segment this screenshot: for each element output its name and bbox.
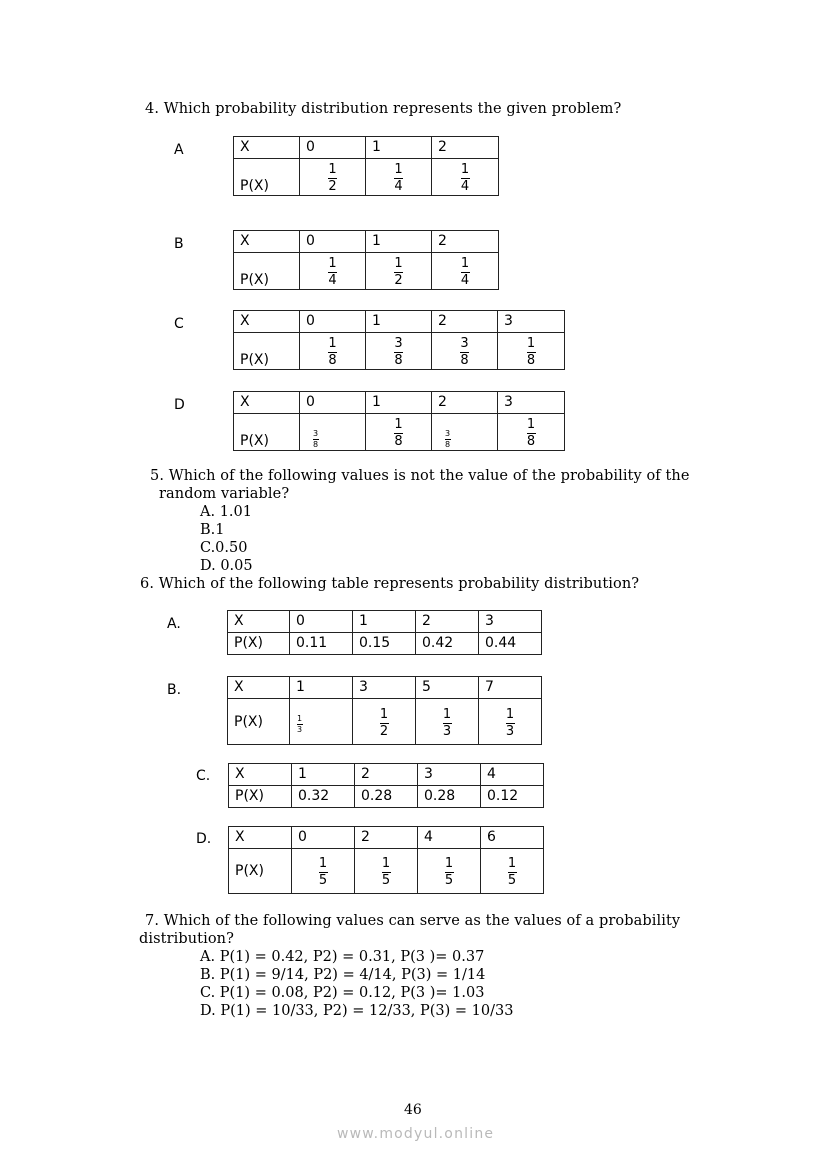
x-value: 4 bbox=[481, 764, 544, 786]
q5-choice-b: B.1 bbox=[200, 522, 225, 538]
watermark: www.modyul.online bbox=[337, 1126, 495, 1142]
p-value: $\frac{1}{5}$ bbox=[481, 849, 544, 894]
p-header: P(X) bbox=[229, 849, 292, 894]
q5-choice-a: A. 1.01 bbox=[200, 504, 252, 520]
p-value: $\frac{1}{4}$ bbox=[432, 159, 499, 196]
x-value: 7 bbox=[479, 677, 542, 699]
q6-option-b-table bbox=[227, 676, 542, 745]
x-value: 0 bbox=[290, 611, 353, 633]
x-value: 1 bbox=[366, 137, 432, 159]
x-value: 1 bbox=[366, 392, 432, 414]
q7-choice-a: A. P(1) = 0.42, P2) = 0.31, P(3 )= 0.37 bbox=[200, 949, 485, 965]
p-value: $\frac{1}{5}$ bbox=[418, 849, 481, 894]
p-value: 0.28 bbox=[418, 786, 481, 808]
p-value: 0.15 bbox=[353, 633, 416, 655]
p-value: $\frac{1}{4}$ bbox=[432, 253, 499, 290]
x-value: 2 bbox=[432, 137, 499, 159]
x-value: 0 bbox=[292, 827, 355, 849]
x-value: 1 bbox=[290, 677, 353, 699]
p-value: $\frac{1}{3}$ bbox=[479, 699, 542, 745]
q4-option-d-table bbox=[233, 391, 565, 451]
q4-option-a-label: A bbox=[174, 142, 184, 158]
x-header: X bbox=[229, 764, 292, 786]
p-value: $\frac{1}{8}$ bbox=[498, 333, 565, 370]
p-header: P(X) bbox=[234, 159, 300, 196]
p-value: 0.32 bbox=[292, 786, 355, 808]
p-value: 0.44 bbox=[479, 633, 542, 655]
p-value: $\frac{3}{8}$ bbox=[300, 414, 366, 451]
q5-choice-c: C.0.50 bbox=[200, 540, 248, 556]
p-header: P(X) bbox=[234, 333, 300, 370]
p-value: 0.42 bbox=[416, 633, 479, 655]
q6-option-c-table bbox=[228, 763, 544, 808]
x-value: 3 bbox=[418, 764, 481, 786]
q4-option-c-table bbox=[233, 310, 565, 370]
x-value: 1 bbox=[366, 311, 432, 333]
q6-option-d-label: D. bbox=[196, 831, 212, 847]
x-value: 0 bbox=[300, 311, 366, 333]
p-value: $\frac{1}{8}$ bbox=[498, 414, 565, 451]
p-value: $\frac{1}{4}$ bbox=[366, 159, 432, 196]
x-header: X bbox=[234, 137, 300, 159]
x-value: 2 bbox=[432, 392, 498, 414]
p-value: $\frac{1}{8}$ bbox=[366, 414, 432, 451]
x-header: X bbox=[234, 392, 300, 414]
q6-option-c-label: C. bbox=[196, 768, 211, 784]
q4-option-c-label: C bbox=[174, 316, 184, 332]
x-value: 1 bbox=[353, 611, 416, 633]
p-value: 0.11 bbox=[290, 633, 353, 655]
q6-option-b-label: B. bbox=[167, 682, 182, 698]
p-header: P(X) bbox=[234, 414, 300, 451]
p-value: $\frac{3}{8}$ bbox=[432, 414, 498, 451]
x-value: 2 bbox=[416, 611, 479, 633]
p-value: $\frac{1}{2}$ bbox=[366, 253, 432, 290]
p-header: P(X) bbox=[228, 699, 290, 745]
p-header: P(X) bbox=[229, 786, 292, 808]
q7-choice-c: C. P(1) = 0.08, P2) = 0.12, P(3 )= 1.03 bbox=[200, 985, 485, 1001]
q4-option-b-label: B bbox=[174, 236, 184, 252]
x-value: 1 bbox=[366, 231, 432, 253]
x-value: 0 bbox=[300, 231, 366, 253]
q4-option-a-table bbox=[233, 136, 499, 196]
x-value: 0 bbox=[300, 392, 366, 414]
x-value: 0 bbox=[300, 137, 366, 159]
q7-choice-b: B. P(1) = 9/14, P2) = 4/14, P(3) = 1/14 bbox=[200, 967, 486, 983]
p-value: $\frac{1}{4}$ bbox=[300, 253, 366, 290]
p-value: $\frac{1}{2}$ bbox=[353, 699, 416, 745]
x-value: 2 bbox=[432, 311, 498, 333]
p-value: 0.12 bbox=[481, 786, 544, 808]
p-header: P(X) bbox=[228, 633, 290, 655]
x-value: 2 bbox=[355, 764, 418, 786]
p-header: P(X) bbox=[234, 253, 300, 290]
p-value: $\frac{3}{8}$ bbox=[432, 333, 498, 370]
x-value: 3 bbox=[498, 311, 565, 333]
p-value: $\frac{1}{3}$ bbox=[416, 699, 479, 745]
x-value: 2 bbox=[432, 231, 499, 253]
q6-option-a-label: A. bbox=[167, 616, 181, 632]
question-4-text: 4. Which probability distribution represents the given problem? bbox=[145, 101, 622, 117]
page-number: 46 bbox=[404, 1102, 422, 1118]
question-5-text-cont: random variable? bbox=[159, 486, 290, 502]
x-header: X bbox=[234, 231, 300, 253]
question-7-text-cont: distribution? bbox=[139, 931, 234, 947]
x-value: 3 bbox=[479, 611, 542, 633]
x-value: 5 bbox=[416, 677, 479, 699]
question-5-text: 5. Which of the following values is not the value of the probability of the bbox=[150, 468, 690, 484]
x-value: 1 bbox=[292, 764, 355, 786]
q7-choice-d: D. P(1) = 10/33, P2) = 12/33, P(3) = 10/33 bbox=[200, 1003, 514, 1019]
q4-option-b-table bbox=[233, 230, 499, 290]
question-7-text: 7. Which of the following values can serve as the values of a probability bbox=[145, 913, 681, 929]
q5-choice-d: D. 0.05 bbox=[200, 558, 253, 574]
p-value: $\frac{1}{8}$ bbox=[300, 333, 366, 370]
x-value: 2 bbox=[355, 827, 418, 849]
x-value: 4 bbox=[418, 827, 481, 849]
x-header: X bbox=[228, 611, 290, 633]
p-value: $\frac{1}{3}$ bbox=[290, 699, 353, 745]
x-header: X bbox=[234, 311, 300, 333]
p-value: $\frac{1}{5}$ bbox=[292, 849, 355, 894]
p-value: 0.28 bbox=[355, 786, 418, 808]
q6-option-a-table bbox=[227, 610, 542, 655]
p-value: $\frac{1}{2}$ bbox=[300, 159, 366, 196]
p-value: $\frac{1}{5}$ bbox=[355, 849, 418, 894]
x-value: 3 bbox=[353, 677, 416, 699]
x-value: 3 bbox=[498, 392, 565, 414]
q4-option-d-label: D bbox=[174, 397, 185, 413]
x-header: X bbox=[228, 677, 290, 699]
p-value: $\frac{3}{8}$ bbox=[366, 333, 432, 370]
x-value: 6 bbox=[481, 827, 544, 849]
question-6-text: 6. Which of the following table represents probability distribution? bbox=[140, 576, 640, 592]
q6-option-d-table bbox=[228, 826, 544, 894]
x-header: X bbox=[229, 827, 292, 849]
